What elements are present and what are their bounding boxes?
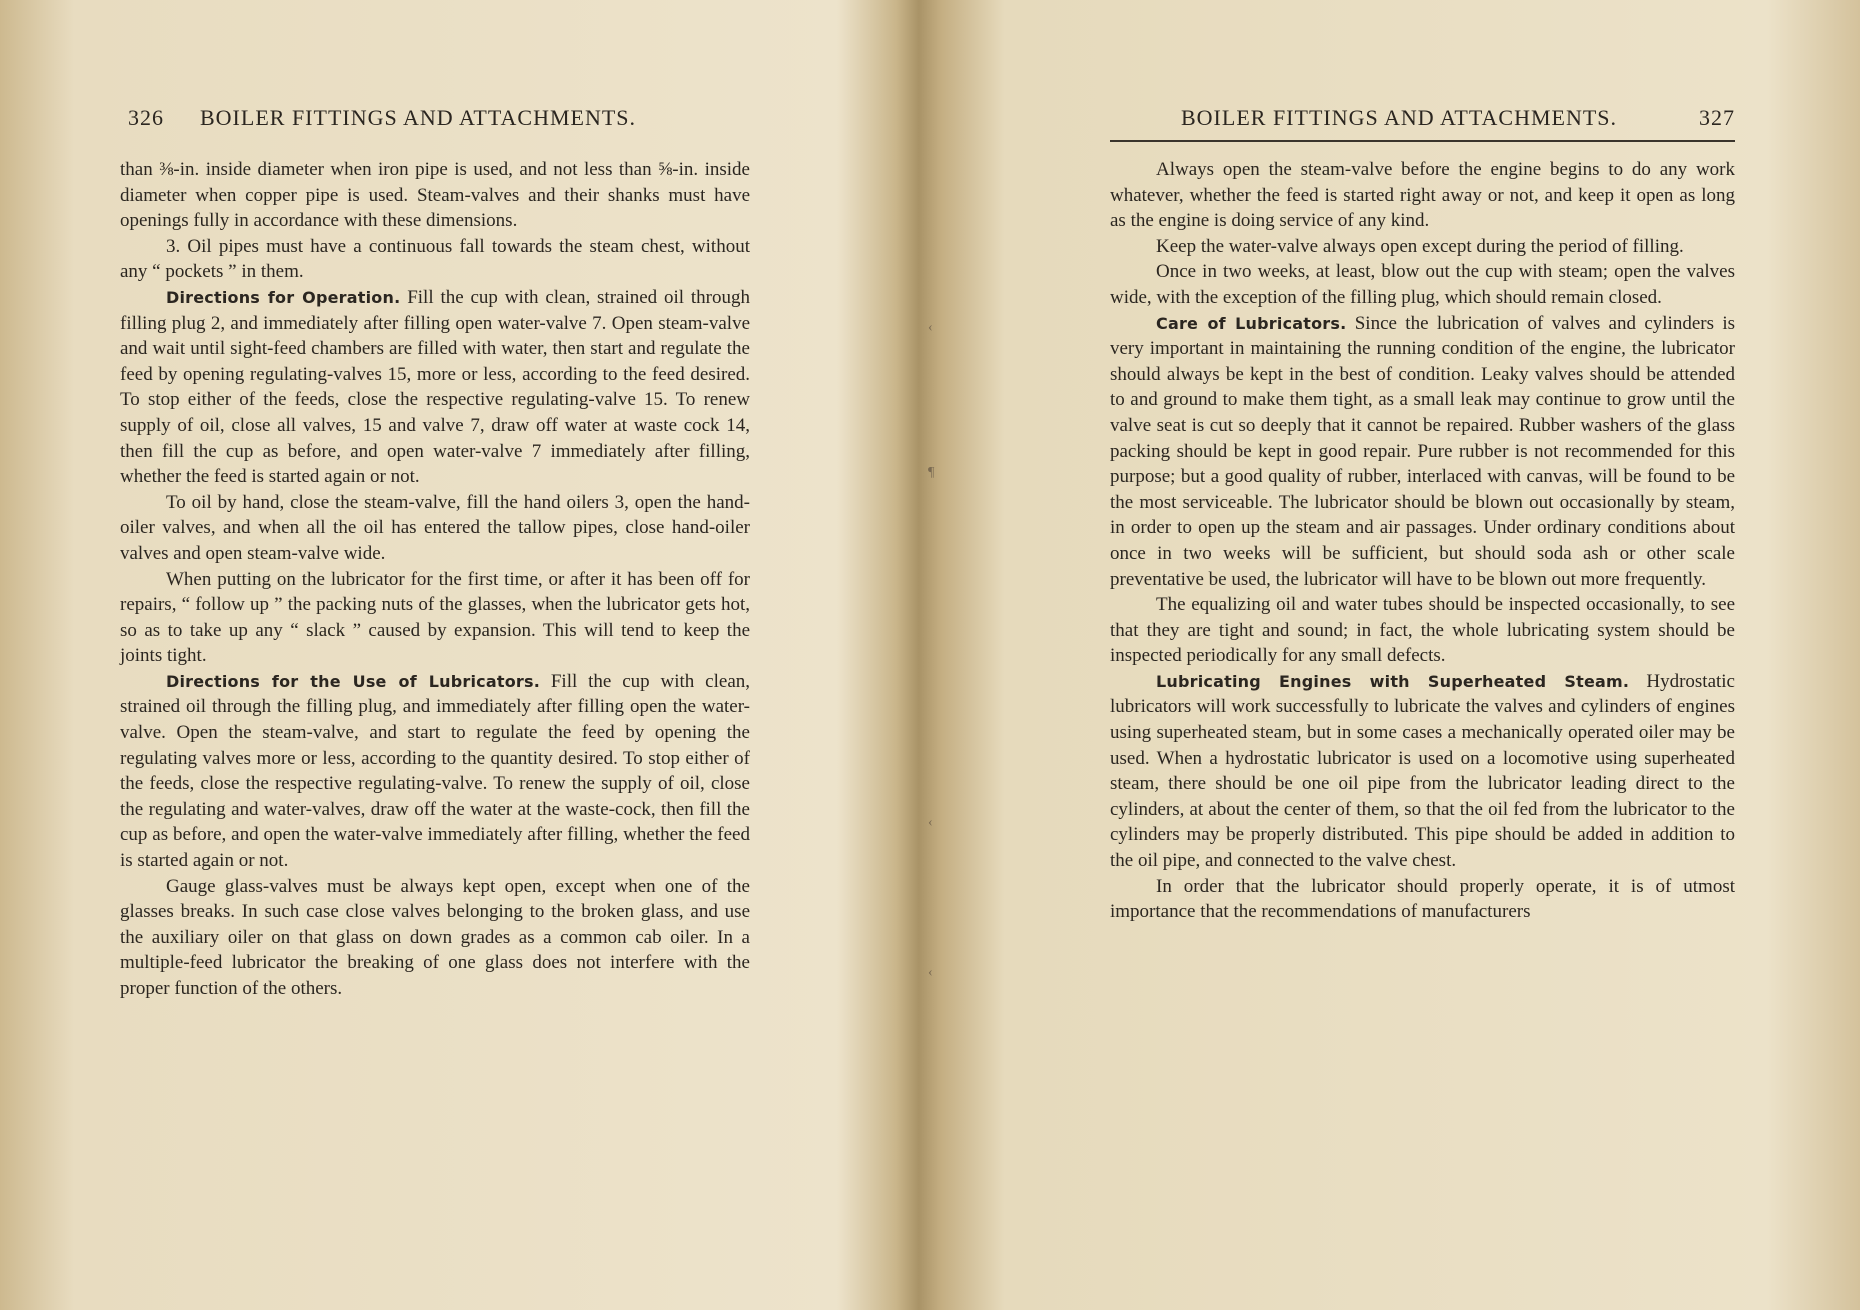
left-page-body xyxy=(120,157,750,1002)
paragraph: Lubricating Engines with Superheated Steam. Hydrostatic lubricators will work successfully to lubricate the valves and cylinders of engines using superheated steam, but in some cases a mechanically operated oiler may be used. When a hydrostatic lubricator is used on a locomotive using superheated steam, there should be one oil pipe from the lubricator leading direct to the cylinders, at about the center of them, so that the oil fed from the lubricator to the cylinders may be properly distributed. This pipe should be added in addition to the oil pipe, and connected to the valve chest. xyxy=(1110,670,1735,872)
paragraph: Always open the steam-valve before the engine begins to do any work whatever, whether the feed is started right away or not, and keep it open as long as the engine is doing service of any kind. xyxy=(1110,159,1735,232)
run-in-heading: Directions for the Use of Lubricators. xyxy=(166,671,540,691)
right-page-number: 327 xyxy=(1699,105,1735,130)
gutter-mark: ‹ xyxy=(928,965,933,980)
paragraph: Directions for Operation. Fill the cup with clean, strained oil through filling plug 2, and immediately after filling open water-valve 7. Open steam-valve and wait until sight-feed chambers are filled with water, then start and regulate the feed by opening regulating-valves 15, more or less, according to the feed desired. To stop either of the feeds, close the respective regulating-valve 15. To renew supply of oil, close all valves, 15 and valve 7, draw off water at waste cock 14, then fill the cup as before, and open water-valve 7 immediately after filling, whether the feed is started again or not. xyxy=(120,286,751,488)
right-header-rule xyxy=(1110,140,1735,142)
paragraph: When putting on the lubricator for the first time, or after it has been off for repairs, “ follow up ” the packing nuts of the glasses, when the lubricator gets hot, so as to take up any “ slack ” caused by expansion. This will tend to keep the joints tight. xyxy=(120,568,750,667)
left-running-title: BOILER FITTINGS AND ATTACHMENTS. xyxy=(200,105,637,130)
paragraph: Directions for the Use of Lubricators. Fill the cup with clean, strained oil through the filling plug, and immediately after filling open the water-valve. Open the steam-valve, and start to regulate the feed by opening the regulating valves more or less, according to the quantity desired. To stop either of the feeds, close the respective regulating-valve. To renew the supply of oil, close the regulating and water-valves, draw off the water at the waste-cock, then fill the cup as before, and open the water-valve immediately after filling, whether the feed is started again or not. xyxy=(120,670,750,872)
right-page-body xyxy=(1110,157,1735,925)
run-in-heading: Lubricating Engines with Superheated Steam. xyxy=(1156,671,1630,691)
paragraph: than ⅜-in. inside diameter when iron pipe is used, and not less than ⅝-in. inside diameter when copper pipe is used. Steam-valves and their shanks must have openings fully in accordance with these dimensions. xyxy=(120,159,750,232)
run-in-heading: Care of Lubricators. xyxy=(1156,313,1347,333)
paragraph: To oil by hand, close the steam-valve, fill the hand oilers 3, open the hand-oiler valves, and when all the oil has entered the tallow pipes, close hand-oiler valves and open steam-valve wide. xyxy=(120,491,750,564)
gutter-mark: ‹ xyxy=(928,320,933,335)
right-page xyxy=(1110,0,1735,1310)
paragraph: In order that the lubricator should properly operate, it is of utmost importance that the recommendations of manufacturers xyxy=(1110,875,1735,923)
paragraph: Gauge glass-valves must be always kept open, except when one of the glasses breaks. In such case close valves belonging to the broken glass, and use the auxiliary oiler on that glass on down grades as a common cab oiler. In a multiple-feed lubricator the breaking of one glass does not interfere with the proper function of the others. xyxy=(120,875,750,999)
right-running-title: BOILER FITTINGS AND ATTACHMENTS. xyxy=(1181,105,1618,130)
gutter-mark: ‹ xyxy=(928,815,933,830)
paragraph: The equalizing oil and water tubes should be inspected occasionally, to see that they are tight and sound; in fact, the whole lubricating system should be inspected periodically for any small defects. xyxy=(1110,594,1735,667)
paragraph: Keep the water-valve always open except during the period of filling. xyxy=(1156,235,1684,257)
paragraph: Care of Lubricators. Since the lubrication of valves and cylinders is very important in maintaining the running condition of the engine, the lubricator should always be kept in the best of condition. Leaky valves should be attended to and ground to make them tight, as a small leak may continue to grow until the valve seat is cut so deeply that it cannot be repaired. Rubber washers of the glass packing should be kept in good repair. Pure rubber is not recommended for this purpose; but a good quality of rubber, interlaced with canvas, will be found to be the most serviceable. The lubricator should be blown out occasionally by steam, in order to open up the steam and air passages. Under ordinary conditions about once in two weeks will be sufficient, but should soda ash or other scale preventative be used, the lubricator will have to be blown out more frequently. xyxy=(1110,312,1735,590)
gutter-mark: ¶ xyxy=(928,465,935,480)
left-page-number: 326 xyxy=(128,105,164,130)
run-in-heading: Directions for Operation. xyxy=(166,287,401,307)
paragraph: Once in two weeks, at least, blow out the cup with steam; open the valves wide, with the exception of the filling plug, which should remain closed. xyxy=(1110,261,1735,308)
left-page xyxy=(120,0,750,1310)
paragraph: 3. Oil pipes must have a continuous fall towards the steam chest, without any “ pockets ” in them. xyxy=(120,235,750,283)
